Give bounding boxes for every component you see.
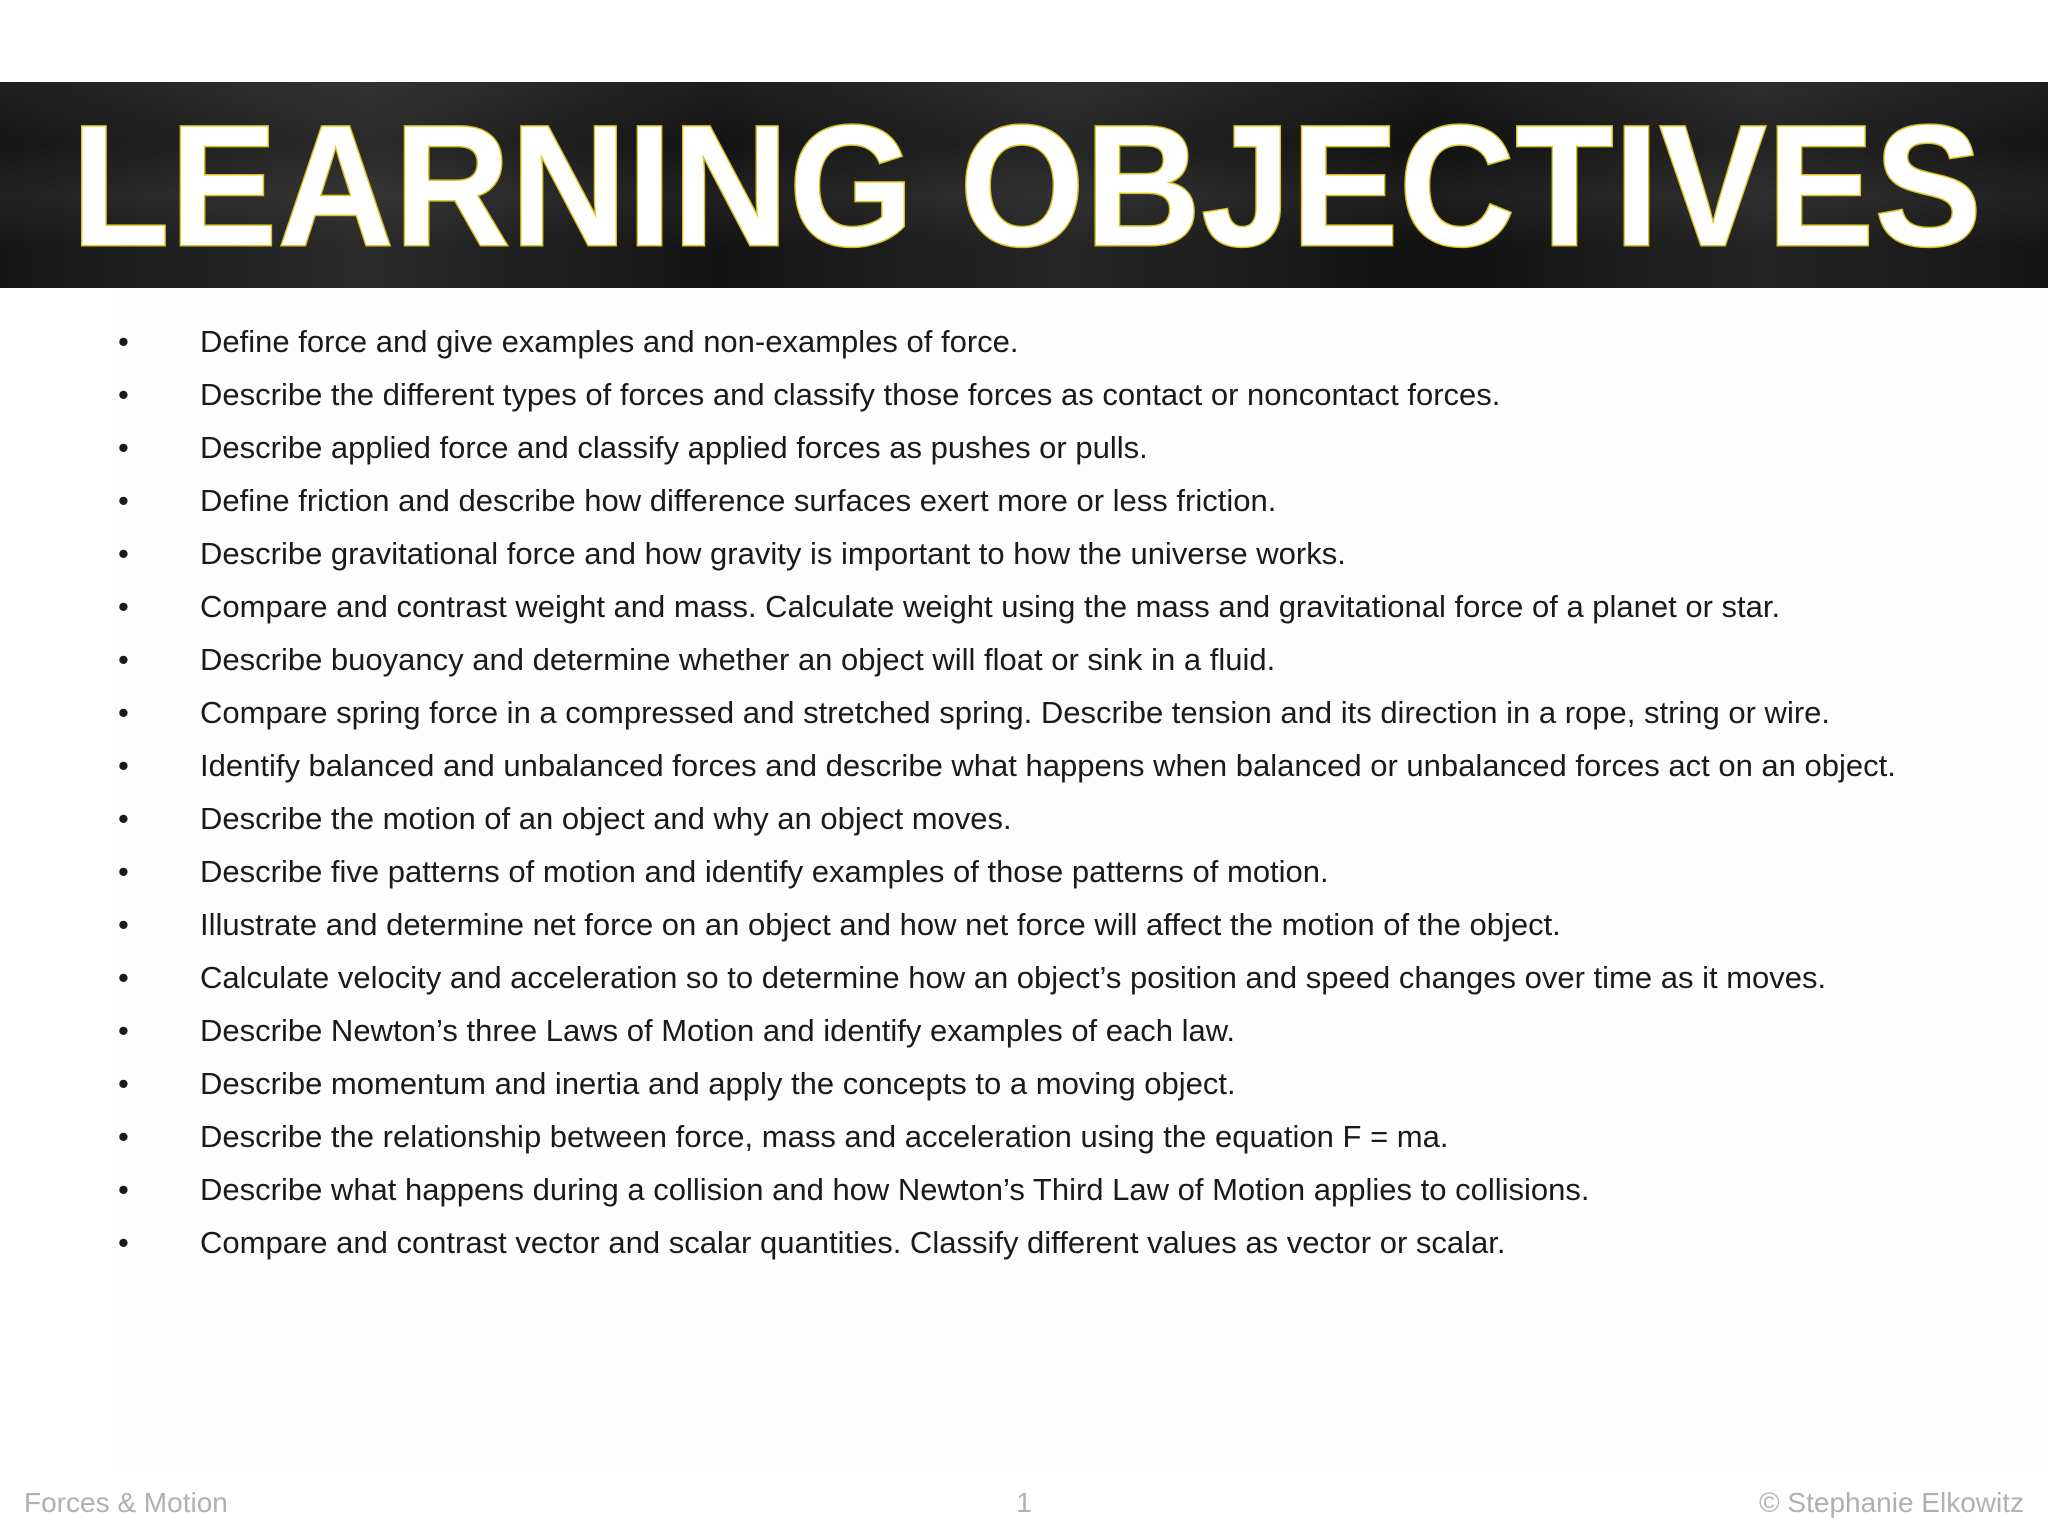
objective-item [112, 691, 1942, 735]
objective-item [112, 532, 1942, 576]
objective-text: Describe buoyancy and determine whether an object will float or sink in a fluid. [200, 642, 1276, 677]
objective-item [112, 956, 1942, 1000]
bullet-point: • [118, 430, 129, 465]
footer-copyright: © Stephanie Elkowitz [1759, 1487, 2024, 1518]
title-banner [0, 82, 2048, 288]
objective-text: Describe gravitational force and how gravity is important to how the universe works. [200, 536, 1346, 571]
objective-item [112, 1168, 1942, 1212]
objective-text: Describe the relationship between force, mass and acceleration using the equation F = ma. [200, 1119, 1449, 1154]
bullet-point: • [118, 748, 129, 783]
objective-item [112, 1062, 1942, 1106]
objective-item [112, 638, 1942, 682]
bullet-point: • [118, 589, 129, 624]
objective-item [112, 1221, 1942, 1265]
objectives-list [112, 320, 1942, 1274]
objective-text: Describe five patterns of motion and identify examples of those patterns of motion. [200, 854, 1329, 889]
bullet-point: • [118, 907, 129, 942]
objective-text: Describe Newton’s three Laws of Motion and identify examples of each law. [200, 1013, 1236, 1048]
footer-page-number: 1 [1016, 1487, 1032, 1518]
bullet-point: • [118, 1225, 129, 1260]
bullet-point: • [118, 536, 129, 571]
bullet-point: • [118, 854, 129, 889]
objective-text: Calculate velocity and acceleration so to determine how an object’s position and speed changes over time as it moves. [200, 960, 1827, 995]
bullet-point: • [118, 1119, 129, 1154]
objective-text: Describe momentum and inertia and apply the concepts to a moving object. [200, 1066, 1236, 1101]
objective-text: Illustrate and determine net force on an object and how net force will affect the motion of the object. [200, 907, 1561, 942]
bullet-point: • [118, 960, 129, 995]
bullet-point: • [118, 1066, 129, 1101]
objective-item [112, 1115, 1942, 1159]
objective-text: Describe the motion of an object and why an object moves. [200, 801, 1012, 836]
objective-text: Identify balanced and unbalanced forces and describe what happens when balanced or unbalanced forces act on an object. [200, 748, 1896, 783]
objective-item [112, 850, 1942, 894]
objective-item [112, 797, 1942, 841]
objective-text: Compare and contrast vector and scalar quantities. Classify different values as vector or scalar. [200, 1225, 1506, 1260]
objective-item [112, 1009, 1942, 1053]
objective-text: Describe the different types of forces and classify those forces as contact or noncontact forces. [200, 377, 1501, 412]
objective-item [112, 744, 1942, 788]
objective-text: Describe what happens during a collision and how Newton’s Third Law of Motion applies to collisions. [200, 1172, 1590, 1207]
objective-item [112, 479, 1942, 523]
objective-item [112, 373, 1942, 417]
bullet-point: • [118, 801, 129, 836]
objective-item [112, 426, 1942, 470]
objective-text: Define friction and describe how difference surfaces exert more or less friction. [200, 483, 1277, 518]
objective-item [112, 585, 1942, 629]
objective-text: Describe applied force and classify applied forces as pushes or pulls. [200, 430, 1148, 465]
bullet-point: • [118, 324, 129, 359]
objective-item [112, 903, 1942, 947]
bullet-point: • [118, 642, 129, 677]
bullet-point: • [118, 483, 129, 518]
bullet-point: • [118, 1013, 129, 1048]
objective-text: Compare and contrast weight and mass. Calculate weight using the mass and gravitational force of a planet or star. [200, 589, 1781, 624]
bullet-point: • [118, 377, 129, 412]
bullet-point: • [118, 1172, 129, 1207]
objective-text: Compare spring force in a compressed and stretched spring. Describe tension and its direction in a rope, string or wire. [200, 695, 1831, 730]
objective-text: Define force and give examples and non-examples of force. [200, 324, 1019, 359]
bullet-point: • [118, 695, 129, 730]
page-title: LEARNING OBJECTIVES [71, 90, 1983, 282]
objective-item [112, 320, 1942, 364]
footer-course-title: Forces & Motion [24, 1487, 228, 1518]
